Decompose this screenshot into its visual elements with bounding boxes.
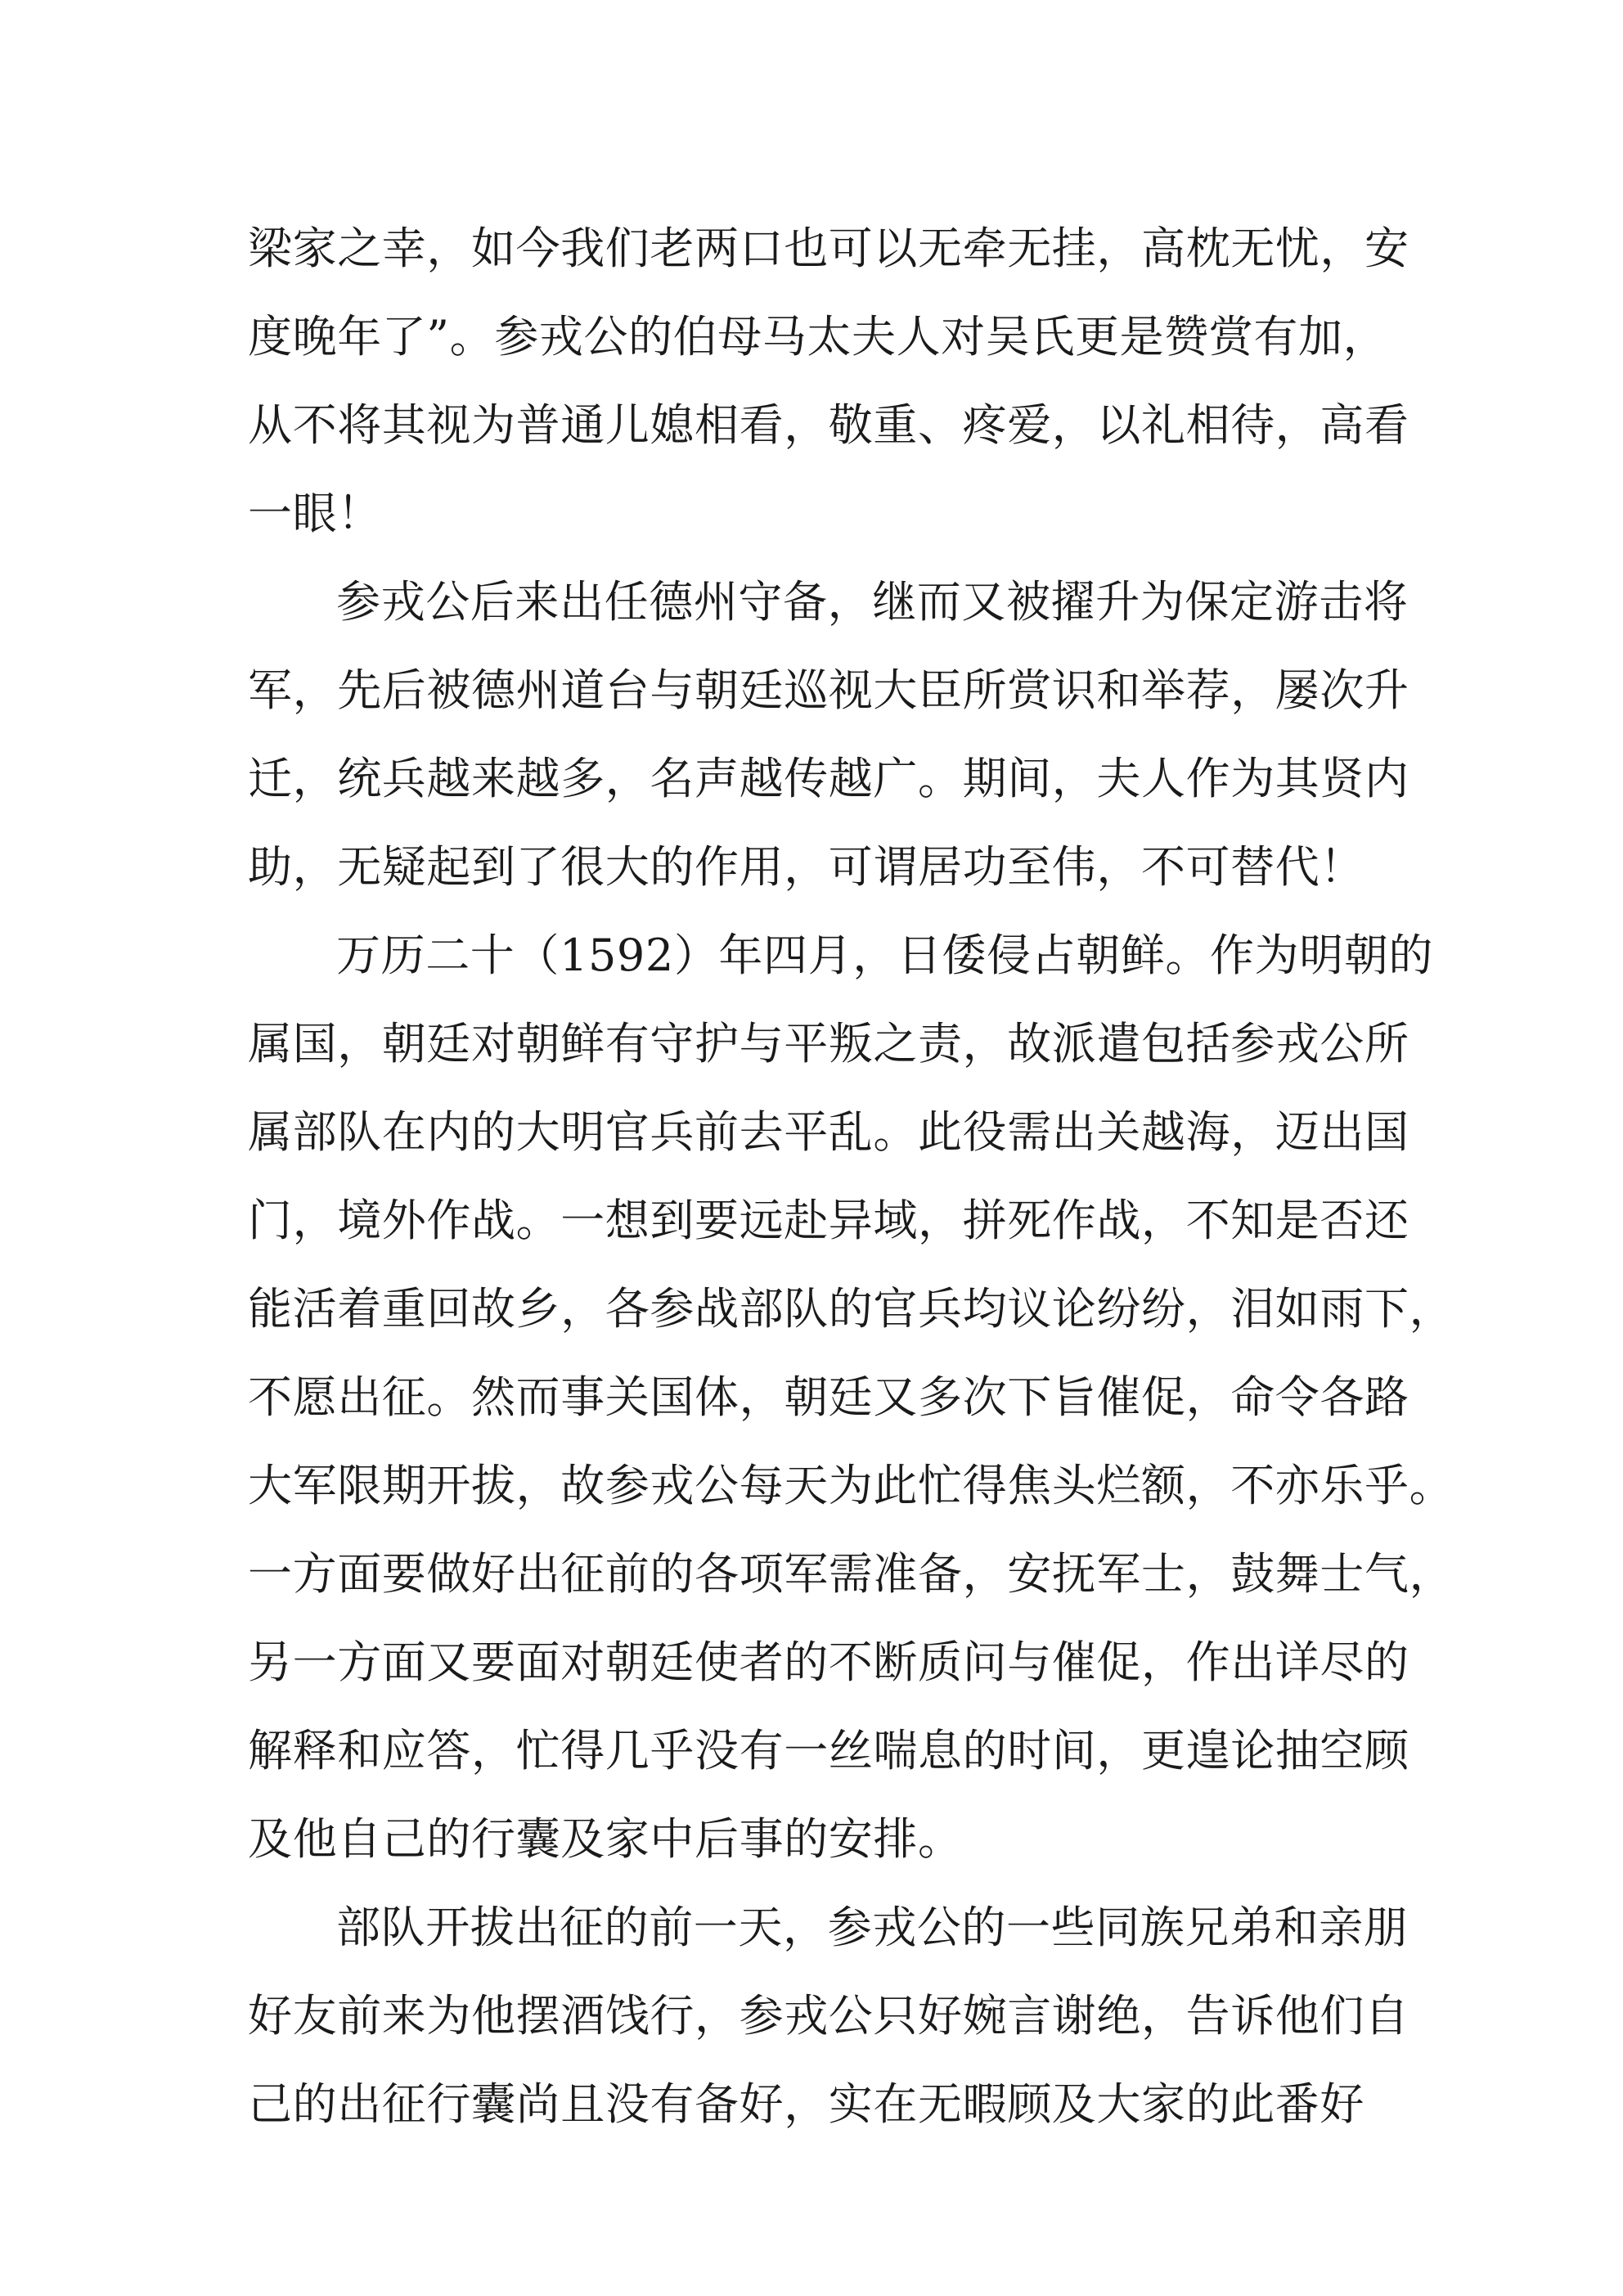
text-line: 门，境外作战。一想到要远赴异域，拼死作战，不知是否还	[248, 1195, 1409, 1246]
text-line: 己的出征行囊尚且没有备好，实在无暇顾及大家的此番好	[248, 2078, 1364, 2130]
text-line: 梁家之幸，如今我们老两口也可以无牵无挂，高枕无忧，安	[248, 223, 1409, 274]
paragraph-3	[248, 912, 1454, 1884]
text-line: 从不将其视为普通儿媳相看，敬重、疼爱，以礼相待，高看	[248, 399, 1409, 451]
text-line: 迁，统兵越来越多，名声越传越广。期间，夫人作为其贤内	[248, 753, 1409, 804]
paragraph-2	[248, 558, 1409, 912]
text-line: 能活着重回故乡，各参战部队的官兵均议论纷纷，泪如雨下，	[248, 1283, 1454, 1335]
body-text	[248, 205, 1454, 2149]
text-line: 军，先后被德州道台与朝廷巡视大臣所赏识和举荐，屡次升	[248, 664, 1409, 716]
text-line: 属国，朝廷对朝鲜有守护与平叛之责，故派遣包括参戎公所	[248, 1018, 1409, 1069]
text-line: 另一方面又要面对朝廷使者的不断质问与催促，作出详尽的	[248, 1636, 1409, 1688]
text-line: 一眼！	[248, 488, 382, 539]
text-line: 属部队在内的大明官兵前去平乱。此役需出关越海，迈出国	[248, 1106, 1409, 1158]
text-line: 不愿出征。然而事关国体，朝廷又多次下旨催促，命令各路	[248, 1371, 1409, 1423]
text-line: 部队开拔出征的前一天，参戎公的一些同族兄弟和亲朋	[336, 1902, 1409, 1953]
text-line: 一方面要做好出征前的各项军需准备，安抚军士，鼓舞士气，	[248, 1548, 1454, 1600]
text-line: 好友前来为他摆酒饯行，参戎公只好婉言谢绝，告诉他们自	[248, 1990, 1409, 2042]
text-line: 及他自己的行囊及家中后事的安排。	[248, 1813, 963, 1865]
text-line: 助，无疑起到了很大的作用，可谓居功至伟，不可替代！	[248, 841, 1364, 893]
text-line: 解释和应答，忙得几乎没有一丝喘息的时间，更遑论抽空顾	[248, 1725, 1409, 1776]
text-line: 万历二十（1592）年四月，日倭侵占朝鲜。作为明朝的	[336, 930, 1434, 981]
text-line: 度晚年了”。参戎公的伯母马太夫人对吴氏更是赞赏有加，	[248, 311, 1388, 362]
paragraph-1	[248, 205, 1409, 558]
paragraph-4	[248, 1884, 1409, 2149]
text-line: 大军限期开拔，故参戎公每天为此忙得焦头烂额，不亦乐乎。	[248, 1460, 1454, 1511]
text-line: 参戎公后来出任德州守备，继而又被擢升为保定游击将	[336, 576, 1409, 628]
